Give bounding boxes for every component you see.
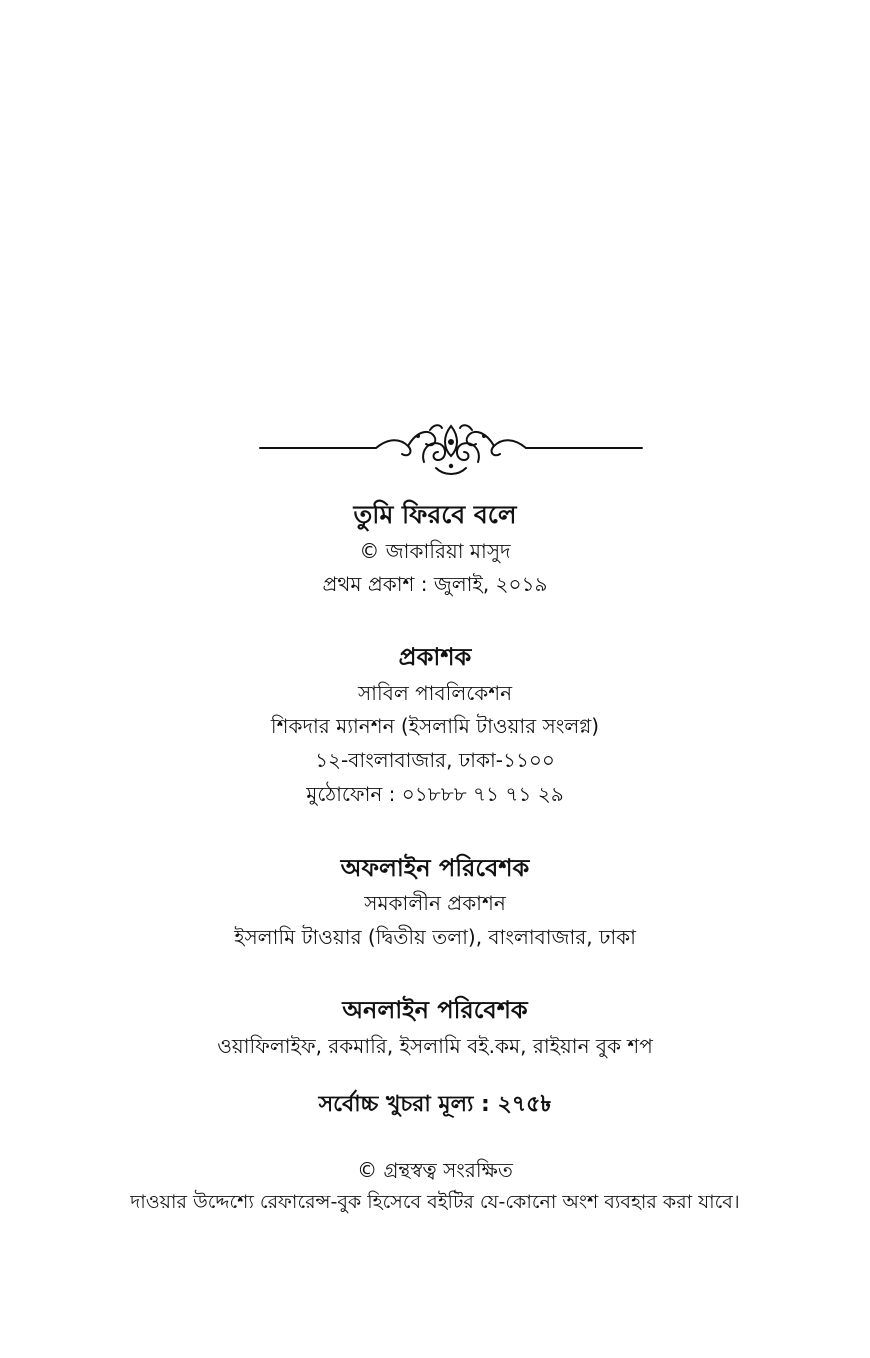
rights-reserved: © গ্রন্থস্বত্ব সংরক্ষিত (357, 1158, 513, 1182)
publisher-address-line2: ১২-বাংলাবাজার, ঢাকা-১১০০ (315, 748, 555, 772)
offline-distributor-address: ইসলামি টাওয়ার (দ্বিতীয় তলা), বাংলাবাজার, ঢাকা (234, 925, 636, 949)
publisher-name: সাবিল পাবলিকেশন (357, 681, 513, 705)
first-published: প্রথম প্রকাশ : জুলাই, ২০১৯ (322, 572, 548, 596)
publisher-heading: প্রকাশক (398, 643, 472, 671)
copyright-author: © জাকারিয়া মাসুদ (359, 539, 511, 563)
offline-distributor-heading: অফলাইন পরিবেশক (340, 854, 530, 882)
book-title: তুমি ফিরবে বলে (353, 500, 517, 529)
online-distributor-names: ওয়াফিলাইফ, রকমারি, ইসলামি বই.কম, রাইয়ান বুক শপ (217, 1034, 653, 1058)
usage-note: দাওয়ার উদ্দেশ্যে রেফারেন্স-বুক হিসেবে বইটির যে-কোনো অংশ ব্যবহার করা যাবে। (130, 1191, 740, 1213)
retail-price: সর্বোচ্চ খুচরা মূল্য : ২৭৫৳ (318, 1092, 552, 1117)
publisher-address-line1: শিকদার ম্যানশন (ইসলামি টাওয়ার সংলগ্ন) (270, 714, 600, 738)
offline-distributor-name: সমকালীন প্রকাশন (364, 891, 506, 915)
decorative-flourish-icon (258, 418, 644, 480)
online-distributor-heading: অনলাইন পরিবেশক (342, 996, 528, 1024)
publisher-phone: মুঠোফোন : ০১৮৮৮ ৭১ ৭১ ২৯ (306, 782, 564, 806)
